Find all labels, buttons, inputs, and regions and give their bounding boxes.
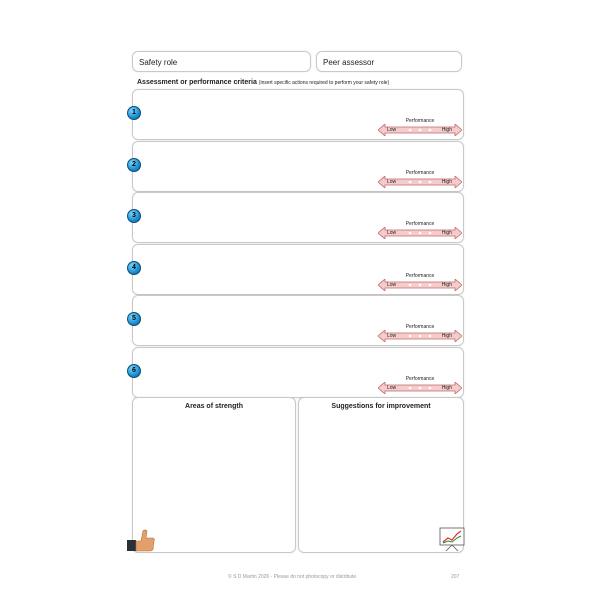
performance-scale[interactable] — [378, 376, 462, 394]
criterion-number-badge: 6 — [127, 364, 141, 378]
performance-scale[interactable] — [378, 324, 462, 342]
performance-label: Performance — [405, 375, 435, 382]
performance-low-label: Low — [387, 281, 397, 288]
criterion-box-5[interactable] — [132, 295, 464, 346]
performance-scale[interactable] — [378, 118, 462, 136]
criterion-box-3[interactable] — [132, 192, 464, 243]
performance-high-label: High — [441, 178, 452, 185]
criterion-box-2[interactable] — [132, 141, 464, 192]
performance-low-label: Low — [387, 333, 397, 339]
performance-label: Performance — [405, 221, 435, 227]
performance-high-label: High — [441, 230, 452, 236]
areas-of-strength-box[interactable] — [132, 397, 296, 553]
thumbs-up-icon — [126, 528, 156, 552]
criterion-number-badge: 1 — [127, 106, 141, 120]
criterion-number-badge: 3 — [127, 209, 141, 223]
performance-high-label: High — [441, 281, 452, 288]
performance-high-label: High — [441, 127, 452, 133]
footer-copyright: © S D Martin 2026 - Please do not photocopy or distribute — [228, 574, 357, 580]
criterion-box-4[interactable] — [132, 244, 464, 295]
performance-label: Performance — [405, 118, 435, 124]
safety-role-field[interactable] — [132, 51, 311, 72]
performance-label: Performance — [405, 169, 435, 176]
performance-low-label: Low — [387, 127, 397, 133]
peer-assessor-field[interactable] — [316, 51, 462, 72]
performance-scale[interactable] — [378, 221, 462, 239]
performance-low-label: Low — [387, 178, 397, 185]
growth-chart-icon — [437, 526, 467, 552]
performance-low-label: Low — [387, 384, 397, 391]
criterion-number-badge: 5 — [127, 312, 141, 326]
performance-high-label: High — [441, 333, 452, 339]
criteria-heading — [137, 79, 389, 86]
areas-of-strength-title: Areas of strength — [185, 403, 243, 410]
performance-low-label: Low — [387, 230, 397, 236]
criterion-number-badge: 4 — [127, 261, 141, 275]
criteria-heading-note: (insert specific actions required to perform your safety role) — [258, 80, 390, 86]
performance-high-label: High — [441, 384, 452, 391]
safety-role-label: Safety role — [139, 58, 178, 67]
performance-scale[interactable] — [378, 273, 462, 291]
performance-label: Performance — [405, 272, 435, 279]
peer-assessor-label: Peer assessor — [323, 58, 375, 67]
criterion-box-1[interactable] — [132, 89, 464, 140]
page-number: 207 — [451, 574, 460, 580]
criterion-number-badge: 2 — [127, 158, 141, 172]
criterion-box-6[interactable] — [132, 347, 464, 398]
performance-scale[interactable] — [378, 170, 462, 188]
criteria-heading-title: Assessment or performance criteria — [137, 79, 257, 86]
performance-label: Performance — [405, 324, 435, 330]
suggestions-title: Suggestions for improvement — [331, 403, 431, 410]
